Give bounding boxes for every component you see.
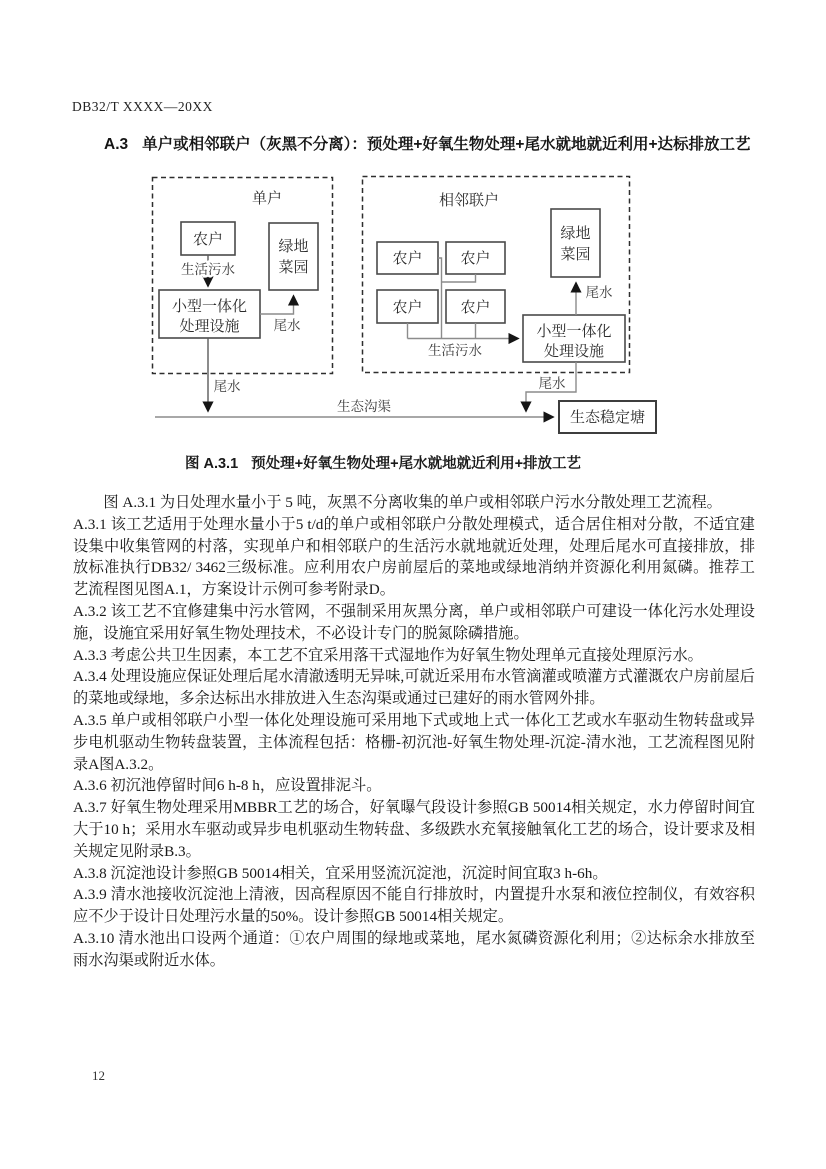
- farmer-label: 农户: [392, 250, 423, 267]
- stabilization-pond-label: 生态稳定塘: [569, 409, 646, 426]
- sewage-label-left: 生活污水: [181, 262, 235, 277]
- ditch-label: 生态沟渠: [337, 399, 391, 414]
- figure-caption-text: 预处理+好氧生物处理+尾水就地就近利用+排放工艺: [251, 456, 582, 472]
- sewage-label-right: 生活污水: [428, 343, 482, 358]
- process-flow-diagram: [135, 170, 670, 442]
- tailwater-label-right-discharge: 尾水: [538, 376, 566, 391]
- greenland-box-right: [551, 209, 600, 277]
- paragraph-a3-1: A.3.1 该工艺适用于处理水量小于5 t/d的单户或相邻联户分散处理模式，适合居住相对分散，不适宜建设集中收集管网的村落，实现单户和相邻联户的生活污水就地就近处理，处理后尾水可直接排放，排放标准执行DB32/ 3462三级标准。应利用农户房前屋后的菜地或绿地消纳并资源化利用氮磷。推荐工艺流程图见图A.1，方案设计示例可参考附录D。: [73, 515, 755, 599]
- greenland-label-line2: 菜园: [560, 246, 591, 263]
- farmer-label: 农户: [460, 250, 491, 267]
- paragraph-a3-8: A.3.8 沉淀池设计参照GB 50014相关，宜采用竖流沉淀池，沉淀时间宜取3 h-6h。: [73, 864, 608, 882]
- greenland-label-line1: 绿地: [560, 225, 591, 242]
- body-text: [73, 492, 755, 972]
- paragraph-a3-4: A.3.4 处理设施应保证处理后尾水清澈透明无异味,可就近采用布水管滴灌或喷灌方式灌溉农户房前屋后的菜地或绿地，多余达标出水排放进入生态沟渠或通过已建好的雨水管网外排。: [73, 668, 755, 708]
- paragraph-a3-5: A.3.5 单户或相邻联户小型一体化处理设施可采用地下式或地上式一体化工艺或水车驱动生物转盘或异步电机驱动生物转盘装置，主体流程包括：格栅-初沉池-好氧生物处理-沉淀-清水池，工艺流程图见附录A图A.3.2。: [73, 711, 755, 773]
- paragraph-a3-7: A.3.7 好氧生物处理采用MBBR工艺的场合，好氧曝气段设计参照GB 50014相关规定，水力停留时间宜大于10 h；采用水车驱动或异步电机驱动生物转盘、多级跌水充氧接触氧化工艺的场合，设计要求及相关规定见附录B.3。: [73, 799, 755, 860]
- tailwater-label-right-reuse: 尾水: [585, 285, 613, 300]
- section-number: A.3: [104, 136, 129, 153]
- arrow-plant-to-greenland-left: [260, 296, 294, 314]
- plant-label-line2: 处理设施: [543, 343, 605, 360]
- plant-label-line2: 处理设施: [179, 318, 240, 335]
- single-household-group-label: 单户: [251, 190, 283, 207]
- paragraph-a3-10: A.3.10 清水池出口设两个通道：①农户周围的绿地或菜地，尾水氮磷资源化利用；②达标余水排放至雨水沟渠或附近水体。: [73, 929, 755, 969]
- greenland-label-line2: 菜园: [278, 259, 309, 276]
- collector-wire-tr: [442, 274, 476, 282]
- paragraph-a3-3: A.3.3 考虑公共卫生因素，本工艺不宜采用落干式湿地作为好氧生物处理单元直接处理原污水。: [73, 646, 703, 664]
- farmer-label: 农户: [192, 231, 224, 248]
- greenland-label-line1: 绿地: [278, 238, 309, 255]
- page-number: 12: [92, 1068, 105, 1083]
- figure-caption: [73, 452, 693, 473]
- greenland-box-left: [269, 223, 318, 290]
- farmer-label: 农户: [460, 299, 491, 316]
- paragraph-intro: 图 A.3.1 为日处理水量小于 5 吨，灰黑不分离收集的单户或相邻联户污水分散处理工艺流程。: [103, 494, 722, 511]
- plant-label-line1: 小型一体化: [171, 298, 248, 315]
- adjacent-households-group-label: 相邻联户: [438, 192, 500, 209]
- tailwater-label-left-reuse: 尾水: [273, 318, 301, 333]
- figure-caption-number: 图 A.3.1: [184, 456, 239, 472]
- section-title-text: 单户或相邻联户（灰黑不分离）：预处理+好氧生物处理+尾水就地就近利用+达标排放工艺: [142, 136, 751, 153]
- farmer-label: 农户: [392, 299, 423, 316]
- plant-label-line1: 小型一体化: [536, 323, 612, 340]
- paragraph-a3-9: A.3.9 清水池接收沉淀池上清液，因高程原因不能自行排放时，内置提升水泵和液位控制仪，有效容积应不少于设计日处理污水量的50%。设计参照GB 50014相关规定。: [73, 886, 755, 926]
- paragraph-a3-2: A.3.2 该工艺不宜修建集中污水管网，不强制采用灰黑分离，单户或相邻联户可建设一体化污水处理设施，设施宜采用好氧生物处理技术，不必设计专门的脱氮除磷措施。: [73, 602, 755, 642]
- paragraph-a3-6: A.3.6 初沉池停留时间6 h-8 h，应设置排泥斗。: [73, 777, 382, 795]
- section-title: [104, 132, 764, 154]
- tailwater-label-left-discharge: 尾水: [213, 379, 241, 394]
- document-code: DB32/T XXXX—20XX: [72, 99, 213, 114]
